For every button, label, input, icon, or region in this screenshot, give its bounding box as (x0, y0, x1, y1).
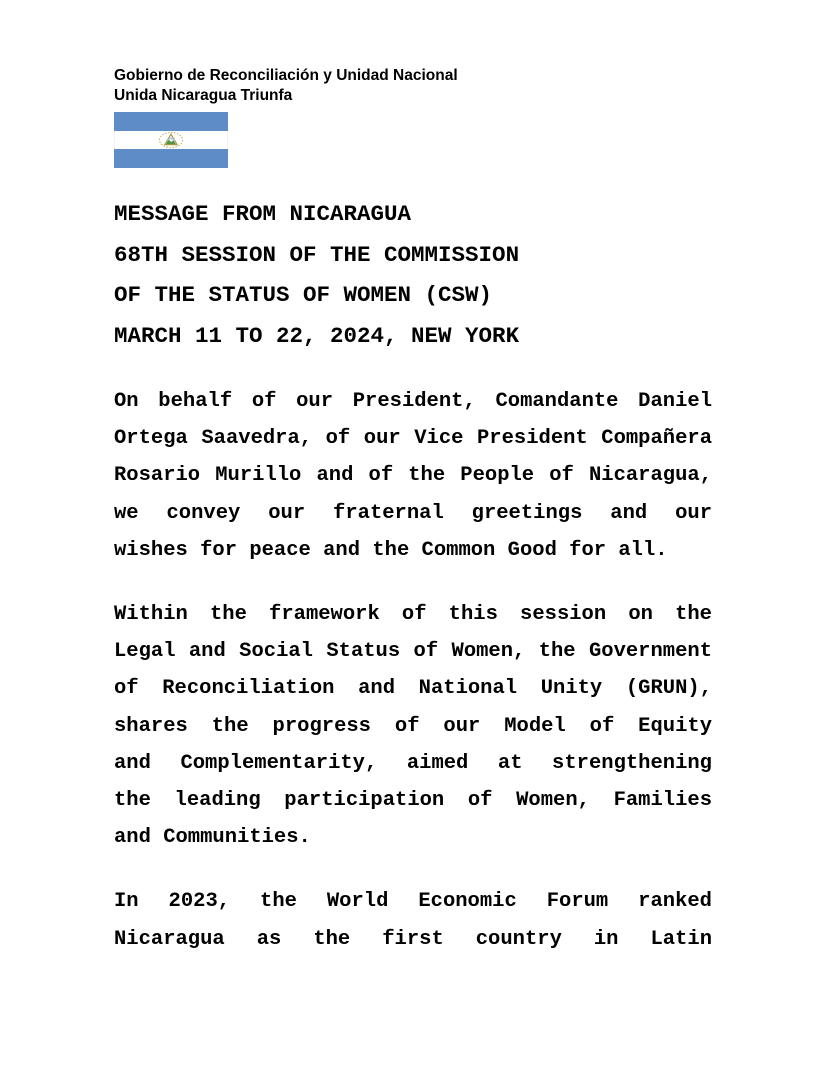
title-line: MARCH 11 TO 22, 2024, NEW YORK (114, 322, 520, 349)
body-line: Within the framework of this session on the (114, 603, 712, 627)
body-paragraph (114, 383, 712, 569)
title-line: OF THE STATUS OF WOMEN (CSW) (114, 282, 493, 308)
title-line: MESSAGE FROM NICARAGUA (114, 201, 412, 227)
letterhead-line-1: Gobierno de Reconciliación y Unidad Nacional (114, 67, 458, 84)
body-line: we convey our fraternal greetings and our (114, 501, 712, 525)
body-line: Legal and Social Status of Women, the Government (114, 640, 712, 664)
flag-bottom-blue-stripe (114, 149, 228, 168)
body-line: On behalf of our President, Comandante Daniel (114, 390, 712, 413)
body-line: and Complementarity, aimed at strengthening (114, 751, 712, 775)
body-line: and Communities. (114, 826, 311, 850)
body-line: Nicaragua as the first country in Latin (114, 927, 712, 951)
title-line: 68TH SESSION OF THE COMMISSION (114, 241, 520, 268)
body-line: the leading participation of Women, Families (114, 789, 712, 813)
body-line: Ortega Saavedra, of our Vice President Compañera (114, 427, 712, 451)
letterhead (114, 66, 712, 106)
body-line: shares the progress of our Model of Equity (114, 714, 712, 738)
body-paragraph (114, 596, 712, 856)
body-line: Rosario Murillo and of the People of Nicaragua, (114, 464, 712, 488)
document-title-block (114, 194, 712, 356)
body-line: wishes for peace and the Common Good for all. (114, 538, 668, 562)
body-paragraph (114, 883, 712, 957)
letterhead-line-2: Unida Nicaragua Triunfa (114, 87, 293, 104)
nicaragua-flag-image (114, 112, 228, 168)
flag-top-blue-stripe (114, 112, 228, 131)
document-body (114, 383, 712, 958)
body-line: In 2023, the World Economic Forum ranked (114, 890, 712, 914)
body-line: of Reconciliation and National Unity (GRUN), (114, 677, 712, 701)
